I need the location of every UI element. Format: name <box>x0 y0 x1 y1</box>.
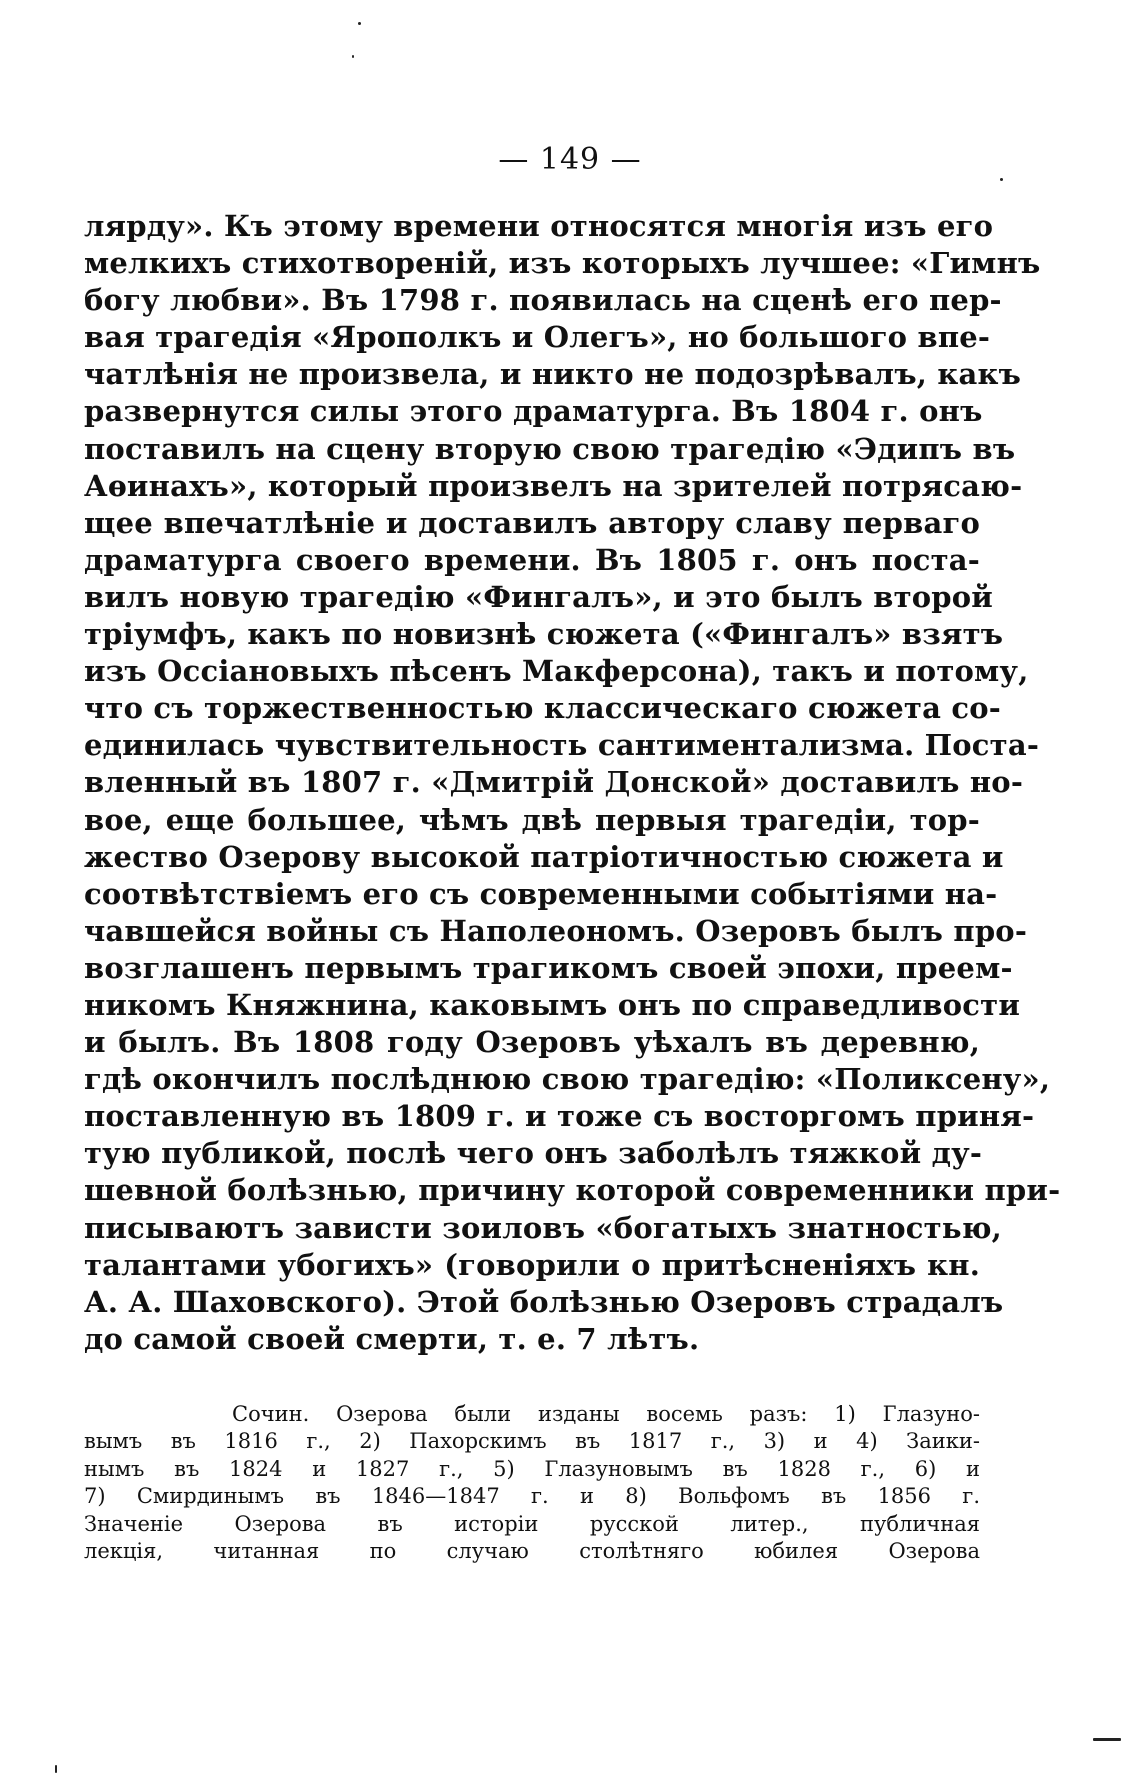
text-line: гдѣ окончилъ послѣднюю свою трагедію: «Поликсену», <box>84 1062 1051 1097</box>
text-line: единилась чувствительность сантиментализма. Поста- <box>84 728 1040 763</box>
text-line: жество Озерову высокой патріотичностью сюжета и <box>84 839 1004 874</box>
scan-speck <box>1093 1738 1121 1741</box>
text-line: возглашенъ первымъ трагикомъ своей эпохи, преем- <box>84 950 1013 985</box>
text-line: изъ Оссіановыхъ пѣсенъ Макферсона), такъ и потому, <box>84 654 1029 689</box>
text-line: и былъ. Въ 1808 году Озеровъ уѣхалъ въ деревню, <box>84 1025 980 1060</box>
text-line: вленный въ 1807 г. «Дмитрій Донской» доставилъ но- <box>84 765 1024 800</box>
text-line: А. А. Шаховского). Этой болѣзнью Озеровъ страдалъ <box>84 1284 1004 1319</box>
text-line: мелкихъ стихотвореній, изъ которыхъ лучшее: «Гимнъ <box>84 246 1041 281</box>
scan-speck <box>358 22 361 25</box>
text-line: драматурга своего времени. Въ 1805 г. онъ поста- <box>84 542 980 577</box>
footnote-line: Значеніе Озерова въ исторіи русской литер., публичная <box>84 1511 980 1536</box>
text-line: тую публикой, послѣ чего онъ заболѣлъ тяжкой ду- <box>84 1136 983 1171</box>
page-number: — 149 — <box>498 142 642 177</box>
footnote-line: лекція, читанная по случаю столѣтняго юбилея Озерова <box>84 1538 980 1563</box>
text-line: Аѳинахъ», который произвелъ на зрителей потрясаю- <box>84 468 1023 503</box>
text-line: шевной болѣзнью, причину которой современники при- <box>84 1173 1061 1208</box>
text-line: поставленную въ 1809 г. и тоже съ восторгомъ приня- <box>84 1099 1035 1134</box>
scan-speck <box>1000 178 1003 181</box>
text-line: писываютъ зависти зоиловъ «богатыхъ знатностью, <box>84 1210 1002 1245</box>
footnote-line: 7) Смирдинымъ въ 1846—1847 г. и 8) Вольфомъ въ 1856 г. <box>84 1484 980 1509</box>
text-line: тріумфъ, какъ по новизнѣ сюжета («Фингалъ» взятъ <box>84 617 1004 652</box>
text-line: талантами убогихъ» (говорили о притѣсненіяхъ кн. <box>84 1247 980 1282</box>
text-line-last: до самой своей смерти, т. е. 7 лѣтъ. <box>84 1321 700 1356</box>
text-line: щее впечатлѣніе и доставилъ автору славу перваго <box>84 505 980 540</box>
text-line: чатлѣнія не произвела, и никто не подозрѣвалъ, какъ <box>84 357 1022 392</box>
footnote <box>84 1401 980 1565</box>
footnote-line: вымъ въ 1816 г., 2) Пахорскимъ въ 1817 г., 3) и 4) Заики- <box>84 1429 980 1454</box>
text-line: развернутся силы этого драматурга. Въ 1804 г. онъ <box>84 394 983 429</box>
text-line: чавшейся войны съ Наполеономъ. Озеровъ былъ про- <box>84 913 1028 948</box>
text-line: вилъ новую трагедію «Фингалъ», и это былъ второй <box>84 579 994 614</box>
footnote-line: нымъ въ 1824 и 1827 г., 5) Глазуновымъ въ 1828 г., 6) и <box>84 1456 980 1481</box>
scan-speck <box>352 55 354 58</box>
text-line: поставилъ на сцену вторую свою трагедію «Эдипъ въ <box>84 431 1016 466</box>
text-line: богу любви». Въ 1798 г. появилась на сценѣ его пер- <box>84 283 1002 318</box>
body-text <box>84 208 1061 1358</box>
text-line: вое, еще большее, чѣмъ двѣ первыя трагедіи, тор- <box>84 802 980 837</box>
text-line: соотвѣтствіемъ его съ современными событіями на- <box>84 876 998 911</box>
text-line: никомъ Княжнина, каковымъ онъ по справедливости <box>84 987 1021 1022</box>
footnote-line: Сочин. Озерова были изданы восемь разъ: 1) Глазуно- <box>232 1402 980 1426</box>
text-line: лярду». Къ этому времени относятся многія изъ его <box>84 209 994 243</box>
text-line: что съ торжественностью классическаго сюжета со- <box>84 691 1002 726</box>
scan-speck <box>55 1765 57 1773</box>
text-line: вая трагедія «Ярополкъ и Олегъ», но большого впе- <box>84 320 991 355</box>
